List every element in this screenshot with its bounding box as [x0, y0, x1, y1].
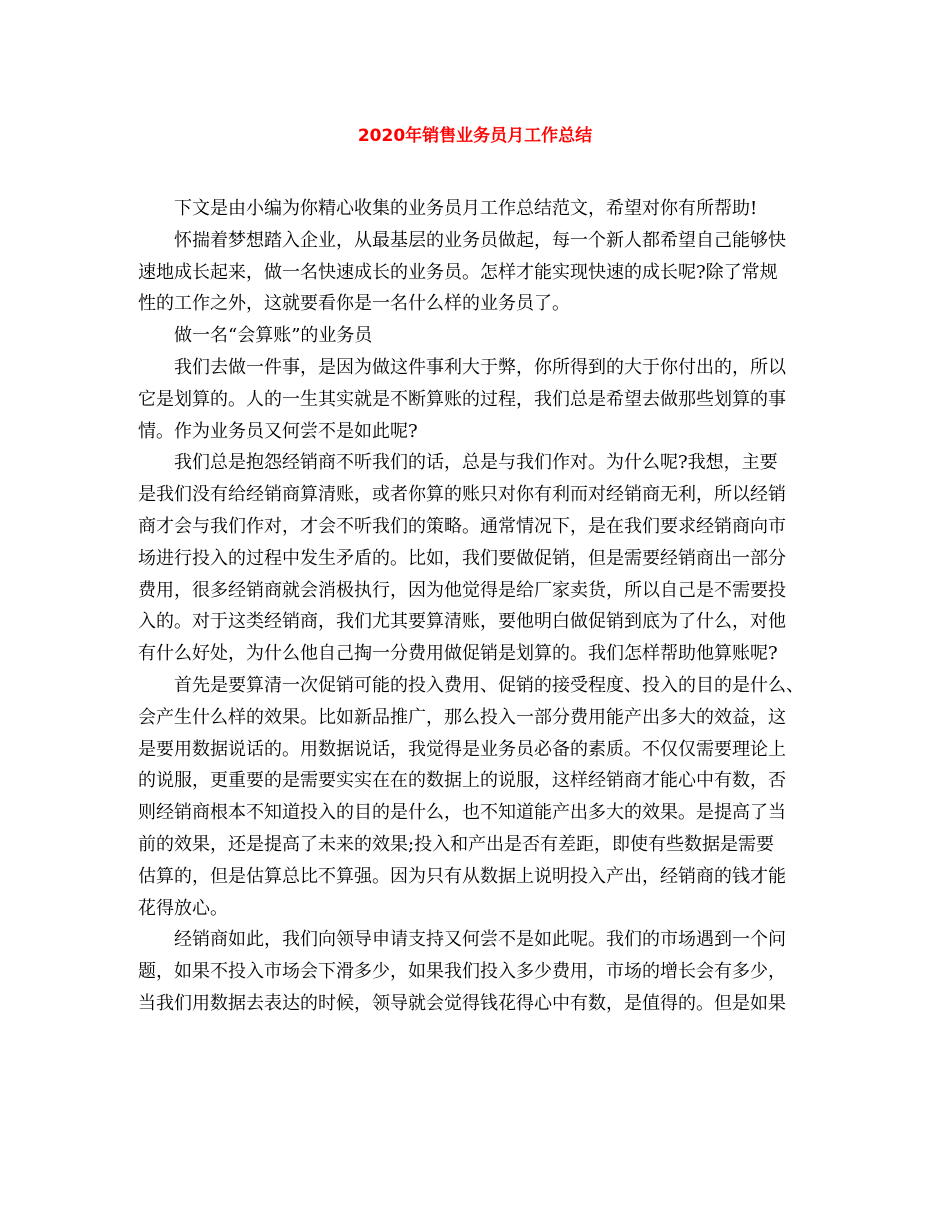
text-line: 是我们没有给经销商算清账，或者你算的账只对你有利而对经销商无利，所以经销: [138, 484, 786, 506]
text-line: 会产生什么样的效果。比如新品推广，那么投入一部分费用能产出多大的效益，这: [138, 706, 786, 728]
text-line: 当我们用数据去表达的时候，领导就会觉得钱花得心中有数，是值得的。但是如果: [138, 992, 786, 1014]
text-line: 则经销商根本不知道投入的目的是什么，也不知道能产出多大的效果。是提高了当: [138, 802, 786, 824]
text-line: 题，如果不投入市场会下滑多少，如果我们投入多少费用，市场的增长会有多少，: [138, 961, 786, 983]
text-line: 做一名“会算账”的业务员: [174, 325, 373, 347]
text-line: 的说服，更重要的是需要实实在在的数据上的说服，这样经销商才能心中有数，否: [138, 770, 786, 792]
text-line: 花得放心。: [138, 897, 228, 919]
text-line: 怀揣着梦想踏入企业，从最基层的业务员做起，每一个新人都希望自己能够快: [174, 229, 786, 251]
text-line: 首先是要算清一次促销可能的投入费用、促销的接受程度、投入的目的是什么、: [174, 674, 804, 696]
text-line: 我们去做一件事，是因为做这件事利大于弊，你所得到的大于你付出的，所以: [174, 356, 786, 378]
text-line: 经销商如此，我们向领导申请支持又何尝不是如此呢。我们的市场遇到一个问: [174, 929, 786, 951]
text-line: 是要用数据说话的。用数据说话，我觉得是业务员必备的素质。不仅仅需要理论上: [138, 738, 786, 760]
document-body: [138, 193, 828, 1020]
text-line: 性的工作之外，这就要看你是一名什么样的业务员了。: [138, 293, 570, 315]
text-line: 速地成长起来，做一名快速成长的业务员。怎样才能实现快速的成长呢?除了常规: [138, 261, 778, 283]
text-line: 有什么好处，为什么他自己掏一分费用做促销是划算的。我们怎样帮助他算账呢?: [138, 643, 778, 665]
text-line: 估算的，但是估算总比不算强。因为只有从数据上说明投入产出，经销商的钱才能: [138, 865, 786, 887]
text-line: 它是划算的。人的一生其实就是不断算账的过程，我们总是希望去做那些划算的事: [138, 388, 786, 410]
text-line: 费用，很多经销商就会消极执行，因为他觉得是给厂家卖货，所以自己是不需要投: [138, 579, 786, 601]
text-line: 下文是由小编为你精心收集的业务员月工作总结范文，希望对你有所帮助!: [174, 198, 758, 219]
document-title: 2020年销售业务员月工作总结: [357, 126, 593, 146]
text-line: 我们总是抱怨经销商不听我们的话，总是与我们作对。为什么呢?我想，主要: [174, 452, 778, 474]
text-line: 情。作为业务员又何尝不是如此呢?: [138, 420, 418, 442]
text-line: 前的效果，还是提高了未来的效果;投入和产出是否有差距，即使有些数据是需要: [138, 833, 775, 855]
text-line: 商才会与我们作对，才会不听我们的策略。通常情况下，是在我们要求经销商向市: [138, 515, 786, 537]
text-line: 入的。对于这类经销商，我们尤其要算清账，要他明白做促销到底为了什么，对他: [138, 611, 786, 633]
text-line: 场进行投入的过程中发生矛盾的。比如，我们要做促销，但是需要经销商出一部分: [138, 547, 786, 569]
